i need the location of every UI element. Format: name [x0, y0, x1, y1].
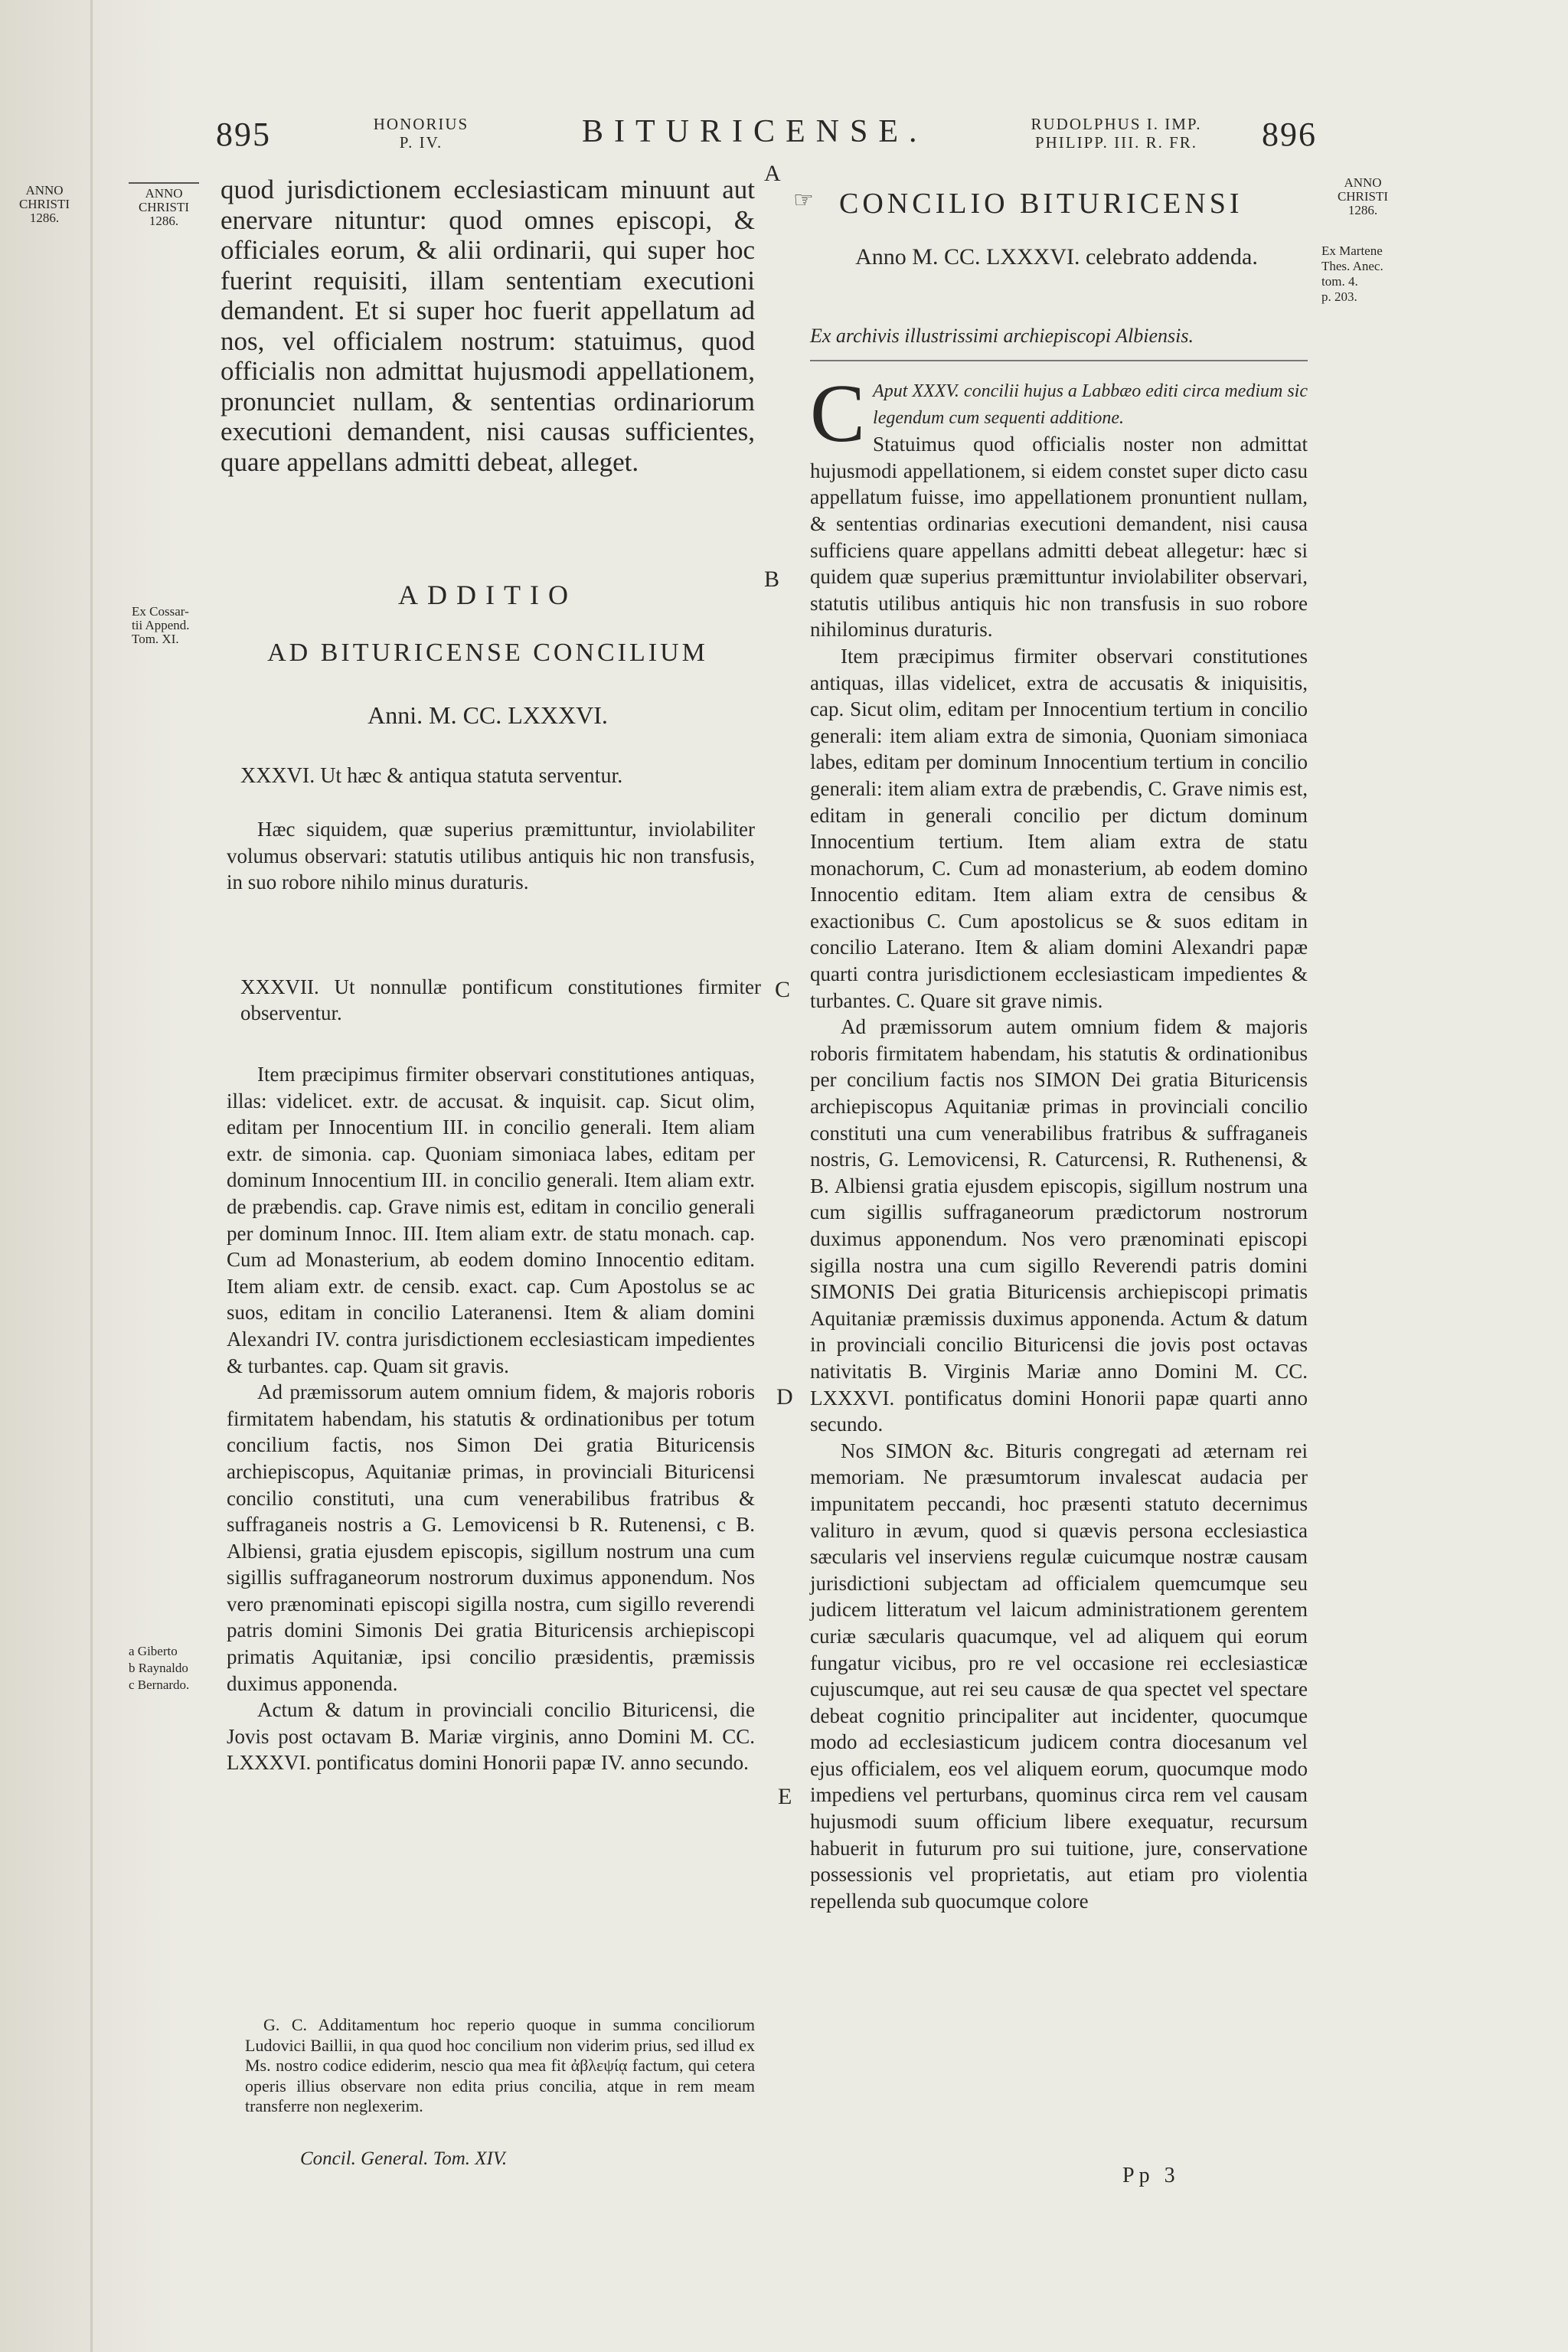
left-running-head: [368, 115, 475, 152]
running-head-line: RUDOLPHUS I. IMP.: [1031, 115, 1202, 133]
margin-year-line: ANNO: [1344, 175, 1382, 190]
canon-36-text: Hæc siquidem, quæ superius præmittuntur, inviolabiliter volumus observari: statutis utilibus antiquis hic non transfusis, in suo robore nihilo minus duraturis.: [227, 818, 755, 894]
footnote: G. C. Additamentum hoc reperio quoque in summa conciliorum Ludovici Baillii, in qua quod hoc concilium non viderim prius, sed illud ex Ms. nostro codice ediderim, nescio qua mea fit ἀβλεψίᾳ factum, qui cetera operis illius observare non edita prius concilia, atque in rem meam transferre non neglexerim.: [245, 2015, 755, 2115]
facing-margin-line: ANNO: [25, 183, 64, 198]
right-body: [810, 368, 1308, 1914]
margin-source-line: Tom. XI.: [132, 632, 179, 646]
left-opening-paragraph: quod jurisdictionem ecclesiasticam minuunt aut enervare nituntur: quod omnes episcopi, & officiales eorum, & alii ordinarii, qui super hoc fuerint requisiti, illam sententiam executioni demandent. Et si super hoc fuerit appellatum ad nos, vel officialem nostrum: statuimus, quod officialis non admittat hujusmodi appellationem, pronunciet nullam, & sententias ordinariorum executioni demandent, nisi causas sufficientes, quare appellans admitti debeat, alleget.: [220, 175, 755, 477]
right-subtitle: Anno M. CC. LXXXVI. celebrato addenda.: [855, 244, 1258, 270]
left-margin-year: [129, 182, 199, 228]
margin-year-line: ANNO: [145, 186, 183, 201]
column-letter: C: [775, 977, 791, 1002]
margin-year-line: CHRISTI: [138, 200, 190, 214]
right-margin-year: [1323, 176, 1403, 217]
right-paragraph: Item præcipimus firmiter observari constitutiones antiquas, illas videlicet, extra de accusatis & iniquisitis, cap. Sicut olim, editam per Innocentium tertium in concilio generali: item aliam extra de simonia, Quoniam simoniaca labes, editam per dominum Innocentium tertium in concilio generali: item aliam extra de præbendis, C. Grave nimis est, editam in generali concilio per dictum dominum Innocentium tertium. Item aliam extra de statu monachorum, C. Cum ad monasterium, ab eodem domino Innocentio editam. Item aliam extra de censibus & exactionibus C. Cum apostolicus se & suos editam in concilio Laterano. Item & aliam domini Alexandri papæ quarti contra jurisdictionem ecclesiasticam impedientes & turbantes. C. Quare sit grave nimis.: [810, 644, 1308, 1012]
column-letter: D: [776, 1384, 793, 1410]
margin-year-line: 1286.: [149, 214, 179, 228]
column-letter: B: [764, 567, 780, 592]
canon-37-paragraph: Actum & datum in provinciali concilio Bituricensi, die Jovis post octavam B. Mariæ virginis, anno Domini M. CC. LXXXVI. pontificatus domini Honorii papæ IV. anno secundo.: [227, 1698, 755, 1775]
margin-source-line: tom. 4.: [1321, 274, 1358, 289]
column-letter: A: [764, 161, 781, 186]
margin-source-line: Ex Cossar-: [132, 604, 189, 619]
facing-margin-year: [6, 184, 83, 225]
canon-37-paragraph: Item præcipimus firmiter observari constitutiones antiquas, illas: videlicet. extr. de accusat. & inquisit. cap. Sicut olim, editam per Innocentium III. in concilio generali. Item aliam extr. de simonia. cap. Quoniam simoniaca labes, editam per dominum Innocentium III. in concilio generali. Item aliam extr. de præbendis. cap. Grave nimis est, editam in concilio generali per dominum Innoc. III. Item aliam extr. de statu monach. cap. Cum ad Monasterium, ab eodem domino Innocentio editam. Item aliam extr. de censib. exact. cap. Cum Apostolus se ac suos, editam in concilio Lateranensi. Item & aliam domini Alexandri IV. contra jurisdictionem ecclesiasticam impedientes & turbantes. cap. Quam sit gravis.: [227, 1063, 755, 1377]
right-paragraph: Nos SIMON &c. Bituris congregati ad æternam rei memoriam. Ne præsumtorum invalescat audacia per impunitatem peccandi, hoc præsenti statuto decernimus valituro in ævum, quod si quævis persona ecclesiastica sæcularis vel inserviens regulæ cuicumque nostræ causam jurisdictioni subjectam ad officialem quemcumque seu judicem litteratum vel laicum administrationem gerentem curiæ sæcularis quacumque, vel ad aliquem qui eorum fungatur vicibus, pro re vel occasione rei ecclesiasticæ cujuscumque, aut rei seu causæ de qua spectet vel spectare debeat cognitio principaliter aut incidenter, quocumque modo ad ecclesiasticum judicem contra diocesanum vel ejus officialem, eos vel aliquem eorum, quocumque modo impediens vel perturbans, quominus circa rem vel causam hujusmodi suum officium libere exequatur, recursum habuerit in futurum pro sui tuitione, jure, conservatione possessionis vel proprietatis, aut etiam pro violentia repellenda sub quocumque colore: [810, 1439, 1308, 1913]
additio-year: Anni. M. CC. LXXXVI.: [368, 701, 608, 729]
facing-margin-line: 1286.: [29, 211, 60, 225]
dropcap-letter: C: [810, 368, 866, 459]
canon-37-body: [227, 1061, 755, 1776]
left-margin-source: [132, 605, 216, 646]
signature-mark: Pp 3: [1122, 2164, 1180, 2187]
right-paragraph: Ad præmissorum autem omnium fidem & majoris roboris firmitatem habendam, his statutis & ordinationibus per concilium factis nos SIMON Dei gratia Bituricensis archiepiscopus Aquitaniæ primas in provinciali concilio constituti una cum venerabilibus fratribus & suffraganeis nostris, G. Lemovicensi, R. Caturcensi, R. Ruthenensi, & B. Albiensi gratia ejusdem episcopis, sigillum nostrum una cum sigillis suffraganeorum prædictorum nostrorum duximus apponendum. Nos vero prænominati episcopi sigilla nostra una cum sigillo Reverendi patris domini SIMONIS Dei gratia Bituricensis archiepiscopi primatis Aquitaniæ præmissis duximus apponenda. Actum & datum in provinciali concilio Bituricensi die jovis post octavas nativitatis B. Virginis Mariæ anno Domini M. CC. LXXXVI. pontificatus domini Honorii papæ quarti anno secundo.: [810, 1015, 1308, 1436]
margin-year-line: CHRISTI: [1337, 189, 1389, 204]
canon-36-heading: XXXVI. Ut hæc & antiqua statuta serventur.: [240, 764, 623, 788]
right-running-head: [1009, 115, 1223, 152]
right-intro-italic: Aput XXXV. concilii hujus a Labbæo editi circa medium sic legendum cum sequenti additione.: [873, 381, 1308, 428]
additio-title: ADDITIO: [398, 580, 577, 610]
canon-37-paragraph: Ad præmissorum autem omnium fidem, & majoris roboris firmitatem habendam, his statutis & ordinationibus per totum concilium factis, nos Simon Dei gratia Bituricensis archiepiscopus, Aquitaniæ primas, in provinciali Bituricensi concilio constituti, una cum venerabilibus fratribus & suffraganeis nostris a G. Lemovicensi b R. Rutenensi, c B. Albiensi, gratia ejusdem episcopis, sigillum nostrum una cum sigillis suffraganeorum nostrorum duximus apponendum. Nos vero prænominati episcopi sigilla nostra, cum sigillo reverendi patris domini Simonis Dei gratia Bituricensis archiepiscopi primatis Aquitaniæ, ipsi concilio præsidentis, præmissis duximus apponenda.: [227, 1380, 755, 1695]
margin-note-line: b Raynaldo: [129, 1661, 188, 1675]
column-letter: E: [778, 1784, 792, 1809]
page-gutter: [90, 0, 93, 2352]
facing-margin-line: CHRISTI: [18, 197, 70, 211]
margin-year-line: 1286.: [1348, 203, 1378, 217]
margin-source-line: p. 203.: [1321, 289, 1357, 304]
additio-subtitle: AD BITURICENSE CONCILIUM: [267, 639, 708, 667]
canon-37-heading: XXXVII. Ut nonnullæ pontificum constitutiones firmiter observentur.: [240, 975, 761, 1024]
margin-source-line: tii Append.: [132, 618, 190, 632]
facing-page-strip: [0, 0, 176, 2352]
running-head-line: P. IV.: [399, 133, 443, 152]
right-source-line: Ex archivis illustrissimi archiepiscopi Albiensis.: [810, 325, 1194, 347]
running-head-line: HONORIUS: [373, 115, 469, 133]
right-margin-source: [1321, 243, 1406, 305]
right-title: CONCILIO BITURICENSI: [839, 188, 1243, 220]
right-paragraph: Statuimus quod officialis noster non admittat hujusmodi appellationem, si eidem constet super dicto casu appellatum fuisse, imo appellationem pronuntient nullam, & sententias ordinarias executioni demandent, nisi causa sufficiens quare appellans admitti debeat allegetur: hæc si quidem quæ superius præmittuntur inviolabiliter observari, statutis utilibus antiquis hic non transfusis in suo robore nihilominus duraturis.: [810, 433, 1308, 642]
source-rule: [810, 360, 1308, 361]
margin-source-line: Thes. Anec.: [1321, 259, 1383, 273]
margin-note-line: c Bernardo.: [129, 1677, 190, 1692]
left-page-number: 895: [216, 116, 271, 153]
running-title: BITURICENSE.: [582, 114, 928, 149]
running-head-line: PHILIPP. III. R. FR.: [1034, 133, 1198, 152]
margin-note-names: [129, 1643, 220, 1694]
right-page-number: 896: [1262, 116, 1317, 153]
margin-source-line: Ex Martene: [1321, 243, 1383, 258]
margin-note-line: a Giberto: [129, 1644, 178, 1658]
footnote-source: Concil. General. Tom. XIV.: [300, 2148, 508, 2169]
fleuron-icon: ☞: [793, 188, 814, 213]
